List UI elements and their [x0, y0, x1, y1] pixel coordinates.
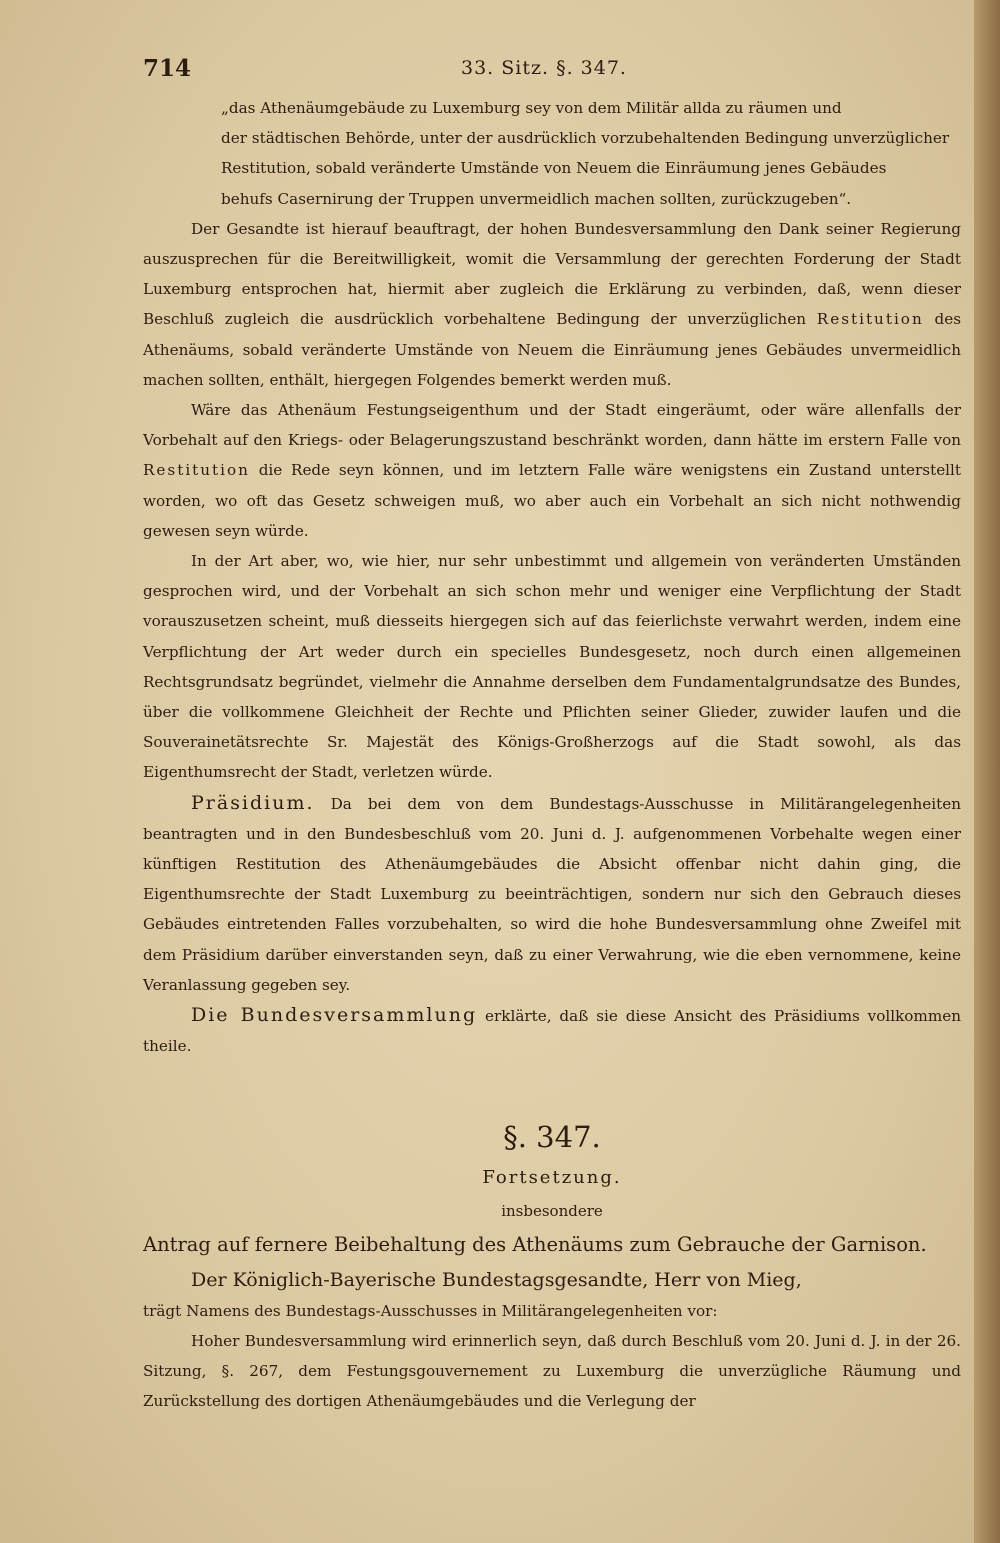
paragraph-athenaeum	[143, 395, 961, 546]
running-head: 33. Sitz. §. 347.	[461, 57, 627, 79]
paragraph-final: Hoher Bundesversammlung wird erinnerlich seyn, daß durch Beschluß vom 20. Juni d. J. in der 26. Sitzung, §. 267, dem Festungsgouvernement zu Luxemburg die unverzügliche Räumung und Zurückstellung des dortigen Athenäumgebäudes und die Verlegung der	[143, 1331, 961, 1411]
emphasis-restitution: Restitution	[816, 310, 924, 329]
praesidium-label: Präsidium.	[191, 791, 315, 814]
quote-line: Restitution, sobald veränderte Umstände von Neuem die Einräumung jenes Gebäudes	[221, 159, 887, 178]
quote-line: „das Athenäumgebäude zu Luxemburg sey von dem Militär allda zu räumen und	[221, 99, 842, 117]
paragraph-text: erklärte, daß sie diese Ansicht des Präsidiums vollkommen theile.	[143, 1007, 962, 1056]
quote-line: behufs Casernirung der Truppen unvermeidlich machen sollten, zurückzugeben“.	[221, 189, 852, 208]
page-body	[143, 93, 961, 1416]
page-number: 714	[143, 55, 192, 82]
paragraph-text: Da bei dem von dem Bundestags-Ausschusse in Militärangelegenheiten beantragten und in den Bundesbeschluß vom 20. Juni d. J. aufgenommenen Vorbehalte wegen einer künftigen Restitution des Athenäumgebäudes die Absicht offenbar nicht dahin ging, die Eigenthumsrechte der Stadt Luxemburg zu beeinträchtigen, sondern nur sich den Gebrauch dieses Gebäudes eintretenden Falles vorzubehalten, so wird die hohe Bundesversammlung ohne Zweifel mit dem Präsidium darüber einverstanden seyn, daß zu einer Verwahrung, wie die eben vernommene, keine Veranlassung gegeben sey.	[143, 794, 961, 994]
section-subsubtitle: insbesondere	[501, 1201, 603, 1220]
paragraph-praesidium	[143, 788, 961, 1000]
paragraph-bundesversammlung	[143, 1000, 961, 1061]
paragraph-gesandte	[143, 214, 961, 395]
paragraph-text: Wäre das Athenäum Festungseigenthum und der Stadt eingeräumt, oder wäre allenfalls der Vorbehalt auf den Kriegs- oder Belagerungszustand beschränkt worden, dann hätte im erstern Falle von	[143, 401, 961, 450]
page-header	[143, 55, 943, 95]
section-heading: Antrag auf fernere Beibehaltung des Athenäums zum Gebrauche der Garnison.	[143, 1232, 927, 1256]
book-spine-edge	[974, 0, 1000, 1543]
section-subtitle: Fortsetzung.	[482, 1166, 622, 1188]
paragraph-text: die Rede seyn können, und im letztern Falle wäre wenigstens ein Zustand unterstellt worden, wo oft das Gesetz schweigen muß, wo aber auch ein Vorbehalt an sich nicht nothwendig gewesen seyn würde.	[143, 461, 961, 540]
speaker-line: Der Königlich-Bayerische Bundestagsgesandte, Herr von Mieg,	[191, 1268, 802, 1291]
bundesversammlung-label: Die Bundesversammlung	[191, 1004, 478, 1027]
paragraph-verwahrung: In der Art aber, wo, wie hier, nur sehr unbestimmt und allgemein von veränderten Umständen gesprochen wird, und der Vorbehalt an sich schon mehr und weniger eine Verpflichtung der Stadt vorauszusetzen scheint, muß diesseits hiergegen sich auf das feierlichste verwahrt werden, indem eine Verpflichtung der Art weder durch ein specielles Bundesgesetz, noch durch einen allgemeinen Rechtsgrundsatz begründet, vielmehr die Annahme derselben dem Fundamentalgrundsatze des Bundes, über die vollkommene Gleichheit der Rechte und Pflichten seiner Glieder, zuwider laufen und die Souverainetätsrechte Sr. Majestät des Königs-Großherzogs auf die Stadt sowohl, als das Eigenthumsrecht der Stadt, verletzen würde.	[143, 552, 961, 782]
emphasis-restitution: Restitution	[143, 461, 250, 480]
quote-line: der städtischen Behörde, unter der ausdrücklich vorzubehaltenden Bedingung unverzüglicher	[221, 129, 950, 148]
paragraph-text: Der Gesandte ist hierauf beauftragt, der hohen Bundesversammlung den Dank seiner Regierung auszusprechen für die Bereitwilligkeit, womit die Versammlung der gerechten Forderung der Stadt Luxemburg entsprochen hat, hiermit aber zugleich die Erklärung zu verbinden, daß, wenn dieser Beschluß zugleich die ausdrücklich vorbehaltene Bedingung der unverzüglichen	[143, 219, 961, 329]
section-title: §. 347.	[503, 1119, 601, 1154]
paragraph-text: des Athenäums, sobald veränderte Umstände von Neuem die Einräumung jenes Gebäudes unvermeidlich machen sollten, enthält, hiergegen Folgendes bemerkt werden muß.	[143, 310, 962, 389]
speaker-continuation: trägt Namens des Bundestags-Ausschusses in Militärangelegenheiten vor:	[143, 1301, 718, 1320]
